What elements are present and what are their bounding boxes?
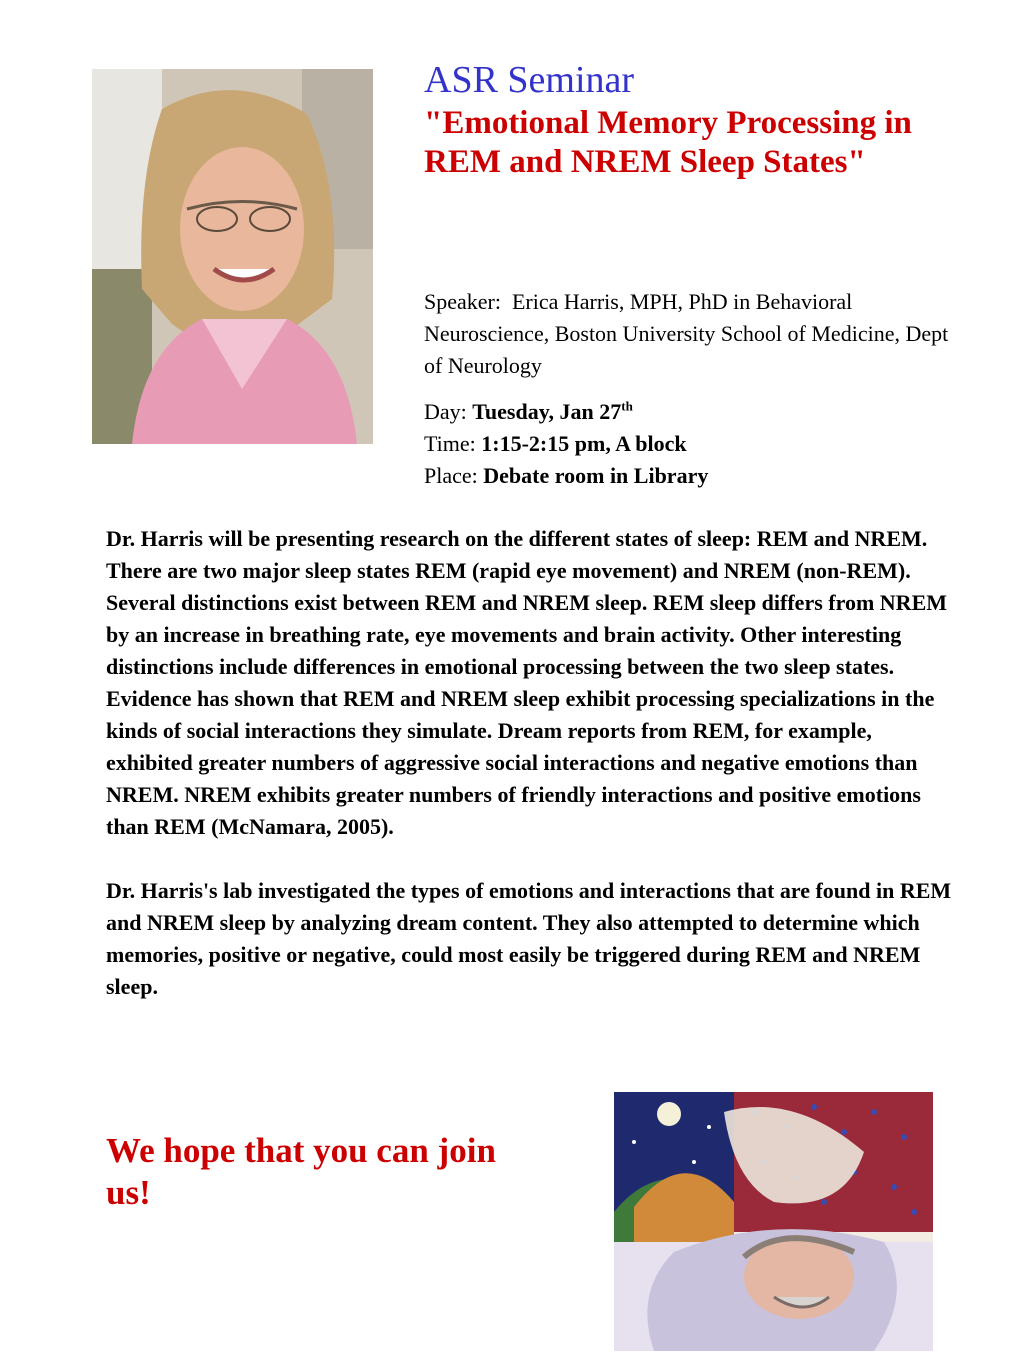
event-details <box>424 396 964 492</box>
speaker-portrait-image <box>92 69 373 444</box>
place-label: Place: <box>424 463 478 488</box>
seminar-header <box>424 58 984 182</box>
dream-illustration-image <box>614 1092 933 1351</box>
speaker-info <box>424 286 964 382</box>
time-value: 1:15-2:15 pm, A block <box>481 431 687 456</box>
speaker-photo <box>92 69 373 444</box>
talk-title: "Emotional Memory Processing in REM and NREM Sleep States" <box>424 105 912 180</box>
speaker-label: Speaker: <box>424 289 501 314</box>
day-value: Tuesday, Jan 27 <box>472 399 622 424</box>
time-row <box>424 428 964 460</box>
day-row <box>424 396 964 428</box>
time-label: Time: <box>424 431 476 456</box>
speaker-text: Erica Harris, MPH, PhD in Behavioral Neuroscience, Boston University School of Medicine, Dept of Neurology <box>424 289 949 378</box>
seminar-description <box>106 523 956 1003</box>
sleeping-man-illustration <box>614 1092 933 1351</box>
day-suffix: th <box>621 398 633 414</box>
closing-message: We hope that you can join us! <box>106 1131 496 1212</box>
seminar-title: ASR Seminar <box>424 59 635 101</box>
day-label: Day: <box>424 399 467 424</box>
description-paragraph: Dr. Harris's lab investigated the types of emotions and interactions that are found in REM and NREM sleep by analyzing dream content. They also attempted to determine which memories, positive or negative, could most easily be triggered during REM and NREM sleep. <box>106 878 952 999</box>
place-row <box>424 460 964 492</box>
place-value: Debate room in Library <box>483 463 709 488</box>
description-paragraph: Dr. Harris will be presenting research on the different states of sleep: REM and NREM. There are two major sleep states REM (rapid eye movement) and NREM (non-REM). Several distinctions exist between REM and NREM sleep. REM sleep differs from NREM by an increase in breathing rate, eye movements and brain activity. Other interesting distinctions include differences in emotional processing between the two sleep states. Evidence has shown that REM and NREM sleep exhibit processing specializations in the kinds of social interactions they simulate. Dream reports from REM, for example, exhibited greater numbers of aggressive social interactions and negative emotions than NREM. NREM exhibits greater numbers of friendly interactions and positive emotions than REM (McNamara, 2005). <box>106 526 948 839</box>
